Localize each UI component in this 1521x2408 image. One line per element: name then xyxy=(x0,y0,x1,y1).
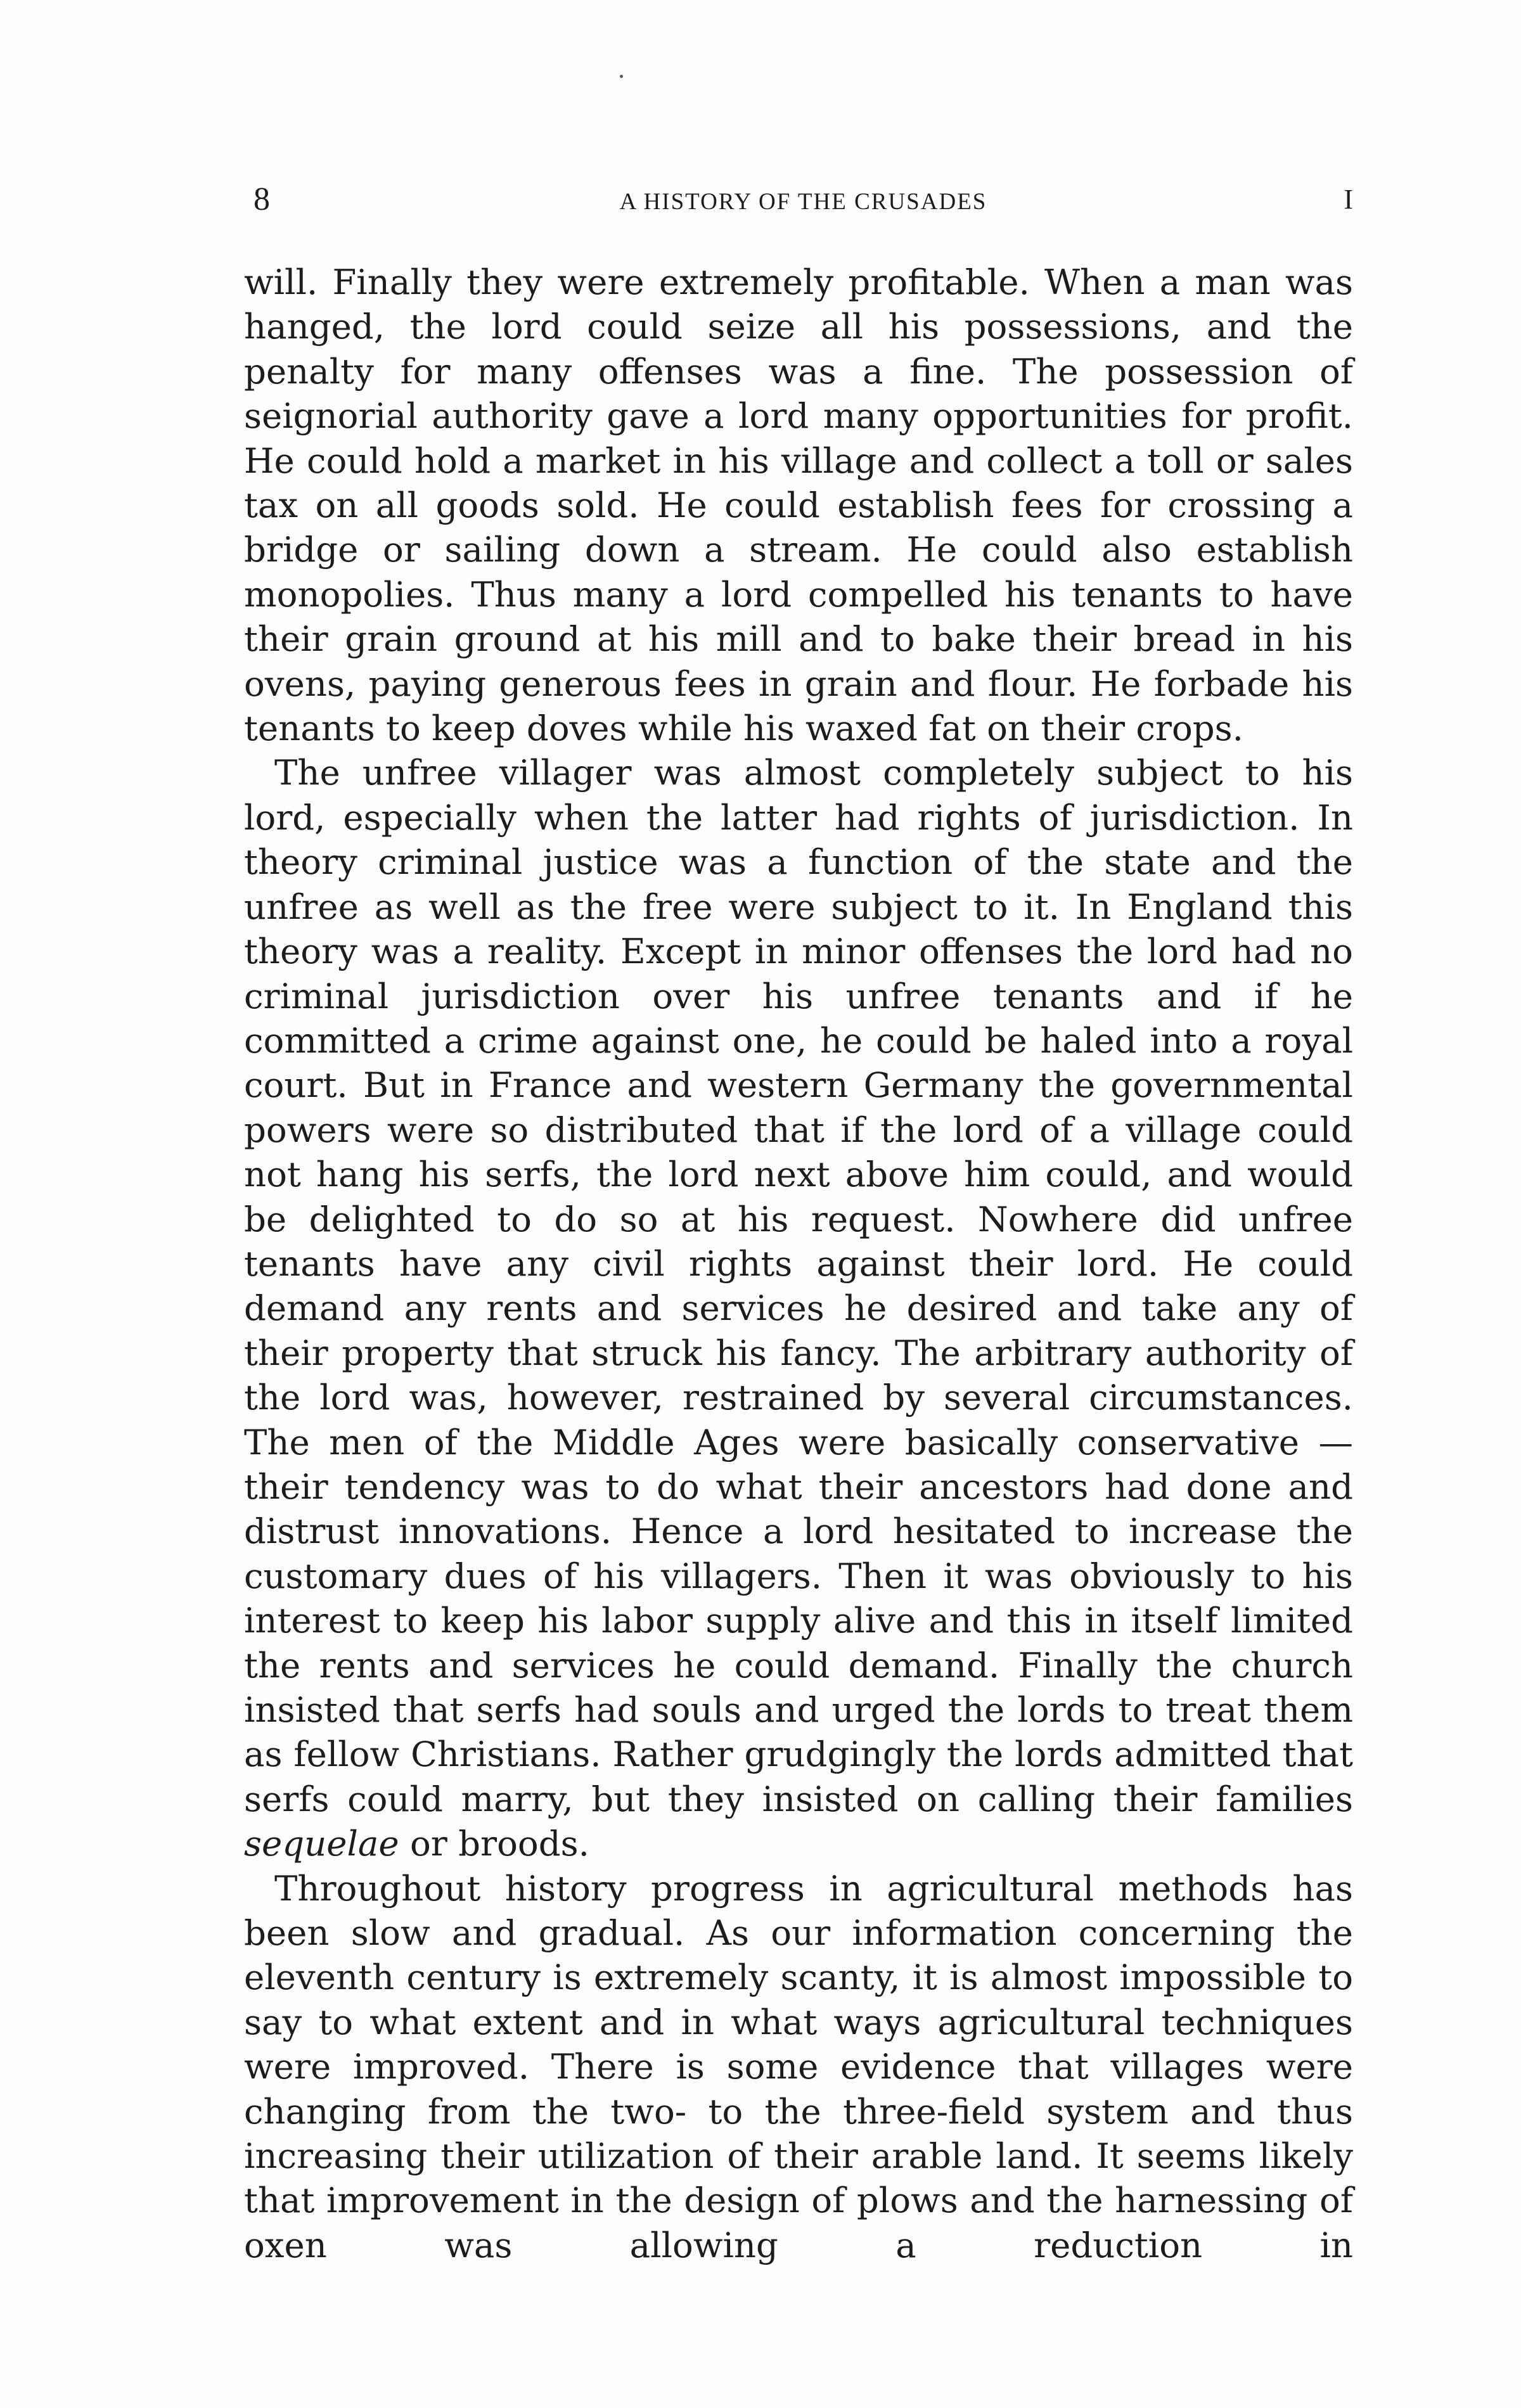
page-number: 8 xyxy=(254,181,270,217)
paragraph-2-ending: or broods. xyxy=(399,1823,589,1864)
paragraph-3: Throughout history progress in agricultural methods has been slow and gradual. As our information concerning the eleventh century is extremely scanty, it is almost impossible to say to what extent and in what ways agricultural techniques were improved. There is some evidence that villages were changing from the two- to the three-field system and thus increasing their utilization of their arable land. It seems likely that improvement in the design of plows and the harnessing of oxen was allowing a reduction in xyxy=(244,1867,1353,2265)
body-text xyxy=(244,260,1353,2267)
ink-speck xyxy=(620,75,623,78)
chapter-number: I xyxy=(1344,184,1353,215)
running-head xyxy=(254,177,1353,222)
paragraph-1: will. Finally they were extremely profitable. When a man was hanged, the lord could seize all his possessions, and the penalty for many offenses was a fine. The possession of seignorial authority gave a lord many opportunities for profit. He could hold a market in his village and collect a toll or sales tax on all goods sold. He could establish fees for crossing a bridge or sailing down a stream. He could also establish monopolies. Thus many a lord compelled his tenants to have their grain ground at his mill and to bake their bread in his ovens, paying generous fees in grain and flour. He forbade his tenants to keep doves while his waxed fat on their crops. xyxy=(244,262,1353,749)
paragraph-2-text: The unfree villager was almost completely subject to his lord, especially when the latter had rights of jurisdiction. In theory criminal justice was a function of the state and the unfree as well as the free were subject to it. In England this theory was a reality. Except in minor offenses the lord had no criminal jurisdiction over his unfree tenants and if he committed a crime against one, he could be haled into a royal court. But in France and western Germany the governmental powers were so distributed that if the lord of a village could not hang his serfs, the lord next above him could, and would be delighted to do so at his request. Nowhere did unfree tenants have any civil rights against their lord. He could demand any rents and services he desired and take any of their property that struck his fancy. The arbitrary authority of the lord was, however, restrained by several circumstances. The men of the Middle Ages were basically conservative — their tendency was to do what their ancestors had done and distrust innovations. Hence a lord hesitated to increase the customary dues of his villagers. Then it was obviously to his interest to keep his labor supply alive and this in itself limited the rents and services he could demand. Finally the church insisted that serfs had souls and urged the lords to treat them as fellow Christians. Rather grudgingly the lords admitted that serfs could marry, but they insisted on calling their families xyxy=(244,752,1353,1819)
italic-term: sequelae xyxy=(244,1823,399,1864)
book-title: A HISTORY OF THE CRUSADES xyxy=(619,189,987,215)
paragraph-2 xyxy=(244,750,1353,1866)
